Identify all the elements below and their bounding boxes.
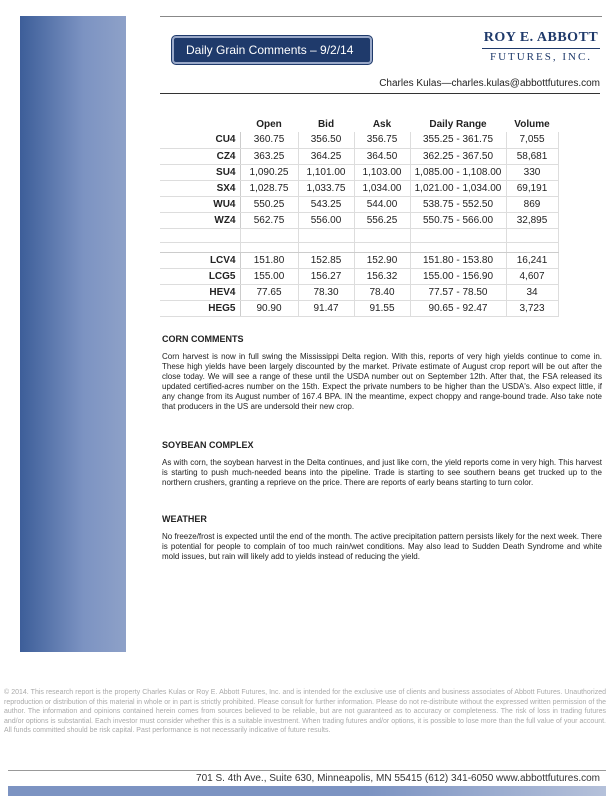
cell-open: 90.90 — [240, 300, 298, 316]
cell-symbol: LCV4 — [160, 252, 240, 268]
report-title: Daily Grain Comments – 9/2/14 — [172, 36, 372, 64]
table-spacer-cell — [240, 228, 298, 242]
table-spacer-cell — [410, 228, 506, 242]
cell-open: 550.25 — [240, 196, 298, 212]
table-body — [160, 132, 558, 316]
weather-body: No freeze/frost is expected until the end of the month. The active precipitation pattern persists likely for the next week. There is potential for people to complain of too much rain/wet conditions. May also lead to Sudden Death Syndrome and white mold issues, but rain will likely add to yields instead of reducing the yield. — [162, 532, 602, 561]
col-header-open: Open — [256, 118, 282, 130]
table-spacer-cell — [410, 242, 506, 252]
cell-symbol: WZ4 — [160, 212, 240, 228]
table-spacer-row — [160, 228, 558, 242]
cell-volume: 7,055 — [506, 132, 558, 148]
logo-line-2: FUTURES, INC. — [489, 51, 593, 63]
cell-bid: 356.50 — [298, 132, 354, 148]
cell-range: 538.75 - 552.50 — [410, 196, 506, 212]
cell-symbol: HEG5 — [160, 300, 240, 316]
cell-range: 1,085.00 - 1,108.00 — [410, 164, 506, 180]
soybean-body: As with corn, the soybean harvest in the Delta continues, and just like corn, the yield reports come in very high. This harvest is starting to push much-needed beans into the pipeline. Trade is starting to see southern beans get trucked up to the northern crushers, granting a reprieve on the price. There are reports of early beans starting to turn color. — [162, 458, 602, 487]
table-spacer-cell — [240, 242, 298, 252]
table-spacer-cell — [506, 242, 558, 252]
cell-bid: 156.27 — [298, 268, 354, 284]
cell-ask: 556.25 — [354, 212, 410, 228]
cell-bid: 152.85 — [298, 252, 354, 268]
cell-bid: 78.30 — [298, 284, 354, 300]
cell-ask: 1,034.00 — [354, 180, 410, 196]
cell-symbol: WU4 — [160, 196, 240, 212]
table-header-row — [160, 116, 558, 132]
table-spacer-cell — [506, 228, 558, 242]
col-header-range: Daily Range — [429, 118, 487, 130]
cell-bid: 1,033.75 — [298, 180, 354, 196]
col-header-ask: Ask — [372, 118, 392, 130]
cell-open: 155.00 — [240, 268, 298, 284]
quotes-table — [160, 116, 559, 317]
cell-volume: 58,681 — [506, 148, 558, 164]
cell-open: 77.65 — [240, 284, 298, 300]
cell-ask: 356.75 — [354, 132, 410, 148]
footer-address: 701 S. 4th Ave., Suite 630, Minneapolis, MN 55415 (612) 341-6050 www.abbottfutures.com — [8, 770, 606, 784]
decorative-bottom-bar — [8, 786, 606, 796]
table-spacer-cell — [160, 242, 240, 252]
cell-open: 562.75 — [240, 212, 298, 228]
table-row — [160, 164, 558, 180]
logo-line-1: ROY E. ABBOTT — [482, 30, 600, 49]
cell-symbol: HEV4 — [160, 284, 240, 300]
cell-range: 362.25 - 367.50 — [410, 148, 506, 164]
cell-bid: 91.47 — [298, 300, 354, 316]
table-row — [160, 284, 558, 300]
cell-bid: 556.00 — [298, 212, 354, 228]
cell-symbol: SU4 — [160, 164, 240, 180]
cell-symbol: CU4 — [160, 132, 240, 148]
weather-heading: WEATHER — [162, 514, 207, 524]
cell-range: 90.65 - 92.47 — [410, 300, 506, 316]
contact-line: Charles Kulas—charles.kulas@abbottfutures.com — [160, 78, 600, 94]
cell-bid: 364.25 — [298, 148, 354, 164]
cell-range: 550.75 - 566.00 — [410, 212, 506, 228]
top-rule — [160, 16, 602, 17]
cell-volume: 3,723 — [506, 300, 558, 316]
corn-section — [162, 334, 602, 412]
cell-ask: 91.55 — [354, 300, 410, 316]
cell-range: 1,021.00 - 1,034.00 — [410, 180, 506, 196]
table-row — [160, 268, 558, 284]
soybean-section — [162, 440, 602, 488]
corn-body: Corn harvest is now in full swing the Mississippi Delta region. With this, reports of very high yields continue to come in. These high yields have been largely discounted by the market. Private estimate of August crop report will be out after the close today. We will see a range of these until the USDA number out on September 12th. After that, the FSA released its updated certified-acres number on the 15th. Expect the private numbers to be higher than the USDA's. Also expect little, if any change from its August number of 167.4 BPA. IN the meantime, expect choppy and range-bound trade. Also take note that producers in the US are undersold their new crop. — [162, 352, 602, 411]
cell-range: 77.57 - 78.50 — [410, 284, 506, 300]
cell-ask: 78.40 — [354, 284, 410, 300]
cell-volume: 16,241 — [506, 252, 558, 268]
table-row — [160, 180, 558, 196]
table-row — [160, 252, 558, 268]
cell-open: 360.75 — [240, 132, 298, 148]
cell-range: 151.80 - 153.80 — [410, 252, 506, 268]
cell-ask: 544.00 — [354, 196, 410, 212]
cell-bid: 1,101.00 — [298, 164, 354, 180]
cell-volume: 34 — [506, 284, 558, 300]
decorative-side-bar — [20, 16, 126, 652]
cell-open: 1,028.75 — [240, 180, 298, 196]
table-row — [160, 212, 558, 228]
cell-bid: 543.25 — [298, 196, 354, 212]
col-header-bid: Bid — [317, 118, 335, 130]
cell-open: 151.80 — [240, 252, 298, 268]
cell-volume: 4,607 — [506, 268, 558, 284]
cell-range: 155.00 - 156.90 — [410, 268, 506, 284]
disclaimer: © 2014. This research report is the property Charles Kulas or Roy E. Abbott Futures, Inc. and is intended for the exclusive use of clients and business associates of Abbott Futures. Unauthorized reproduction or distribution of this material in whole or in part is strictly prohibited. Please consult for further information. Please do not re-distribute without the expressed written permission of the author. The information and opinions contained herein comes from sources believed to be reliable, but are not guaranteed as to accuracy or completeness. The risk of loss in trading futures and/or options is substantial. Each investor must consider whether this is a suitable investment. When trading futures and/or options, it is possible to lose more than the full value of your account. All funds committed should be risk capital. Past performance is not necessarily indicative of future results. — [4, 689, 606, 735]
cell-symbol: SX4 — [160, 180, 240, 196]
cell-open: 363.25 — [240, 148, 298, 164]
cell-symbol: LCG5 — [160, 268, 240, 284]
table-spacer-row — [160, 242, 558, 252]
table-spacer-cell — [354, 242, 410, 252]
cell-ask: 1,103.00 — [354, 164, 410, 180]
cell-open: 1,090.25 — [240, 164, 298, 180]
table-row — [160, 148, 558, 164]
cell-ask: 152.90 — [354, 252, 410, 268]
cell-ask: 364.50 — [354, 148, 410, 164]
cell-volume: 32,895 — [506, 212, 558, 228]
col-header-symbol — [160, 116, 240, 132]
cell-ask: 156.32 — [354, 268, 410, 284]
col-header-volume: Volume — [514, 118, 550, 130]
table-spacer-cell — [298, 242, 354, 252]
corn-heading: CORN COMMENTS — [162, 334, 244, 344]
cell-range: 355.25 - 361.75 — [410, 132, 506, 148]
cell-volume: 869 — [506, 196, 558, 212]
weather-section — [162, 514, 602, 562]
table-spacer-cell — [160, 228, 240, 242]
cell-volume: 330 — [506, 164, 558, 180]
cell-volume: 69,191 — [506, 180, 558, 196]
table-row — [160, 196, 558, 212]
table-spacer-cell — [354, 228, 410, 242]
cell-symbol: CZ4 — [160, 148, 240, 164]
table-spacer-cell — [298, 228, 354, 242]
soybean-heading: SOYBEAN COMPLEX — [162, 440, 254, 450]
table-row — [160, 132, 558, 148]
table-row — [160, 300, 558, 316]
company-logo — [482, 30, 600, 63]
